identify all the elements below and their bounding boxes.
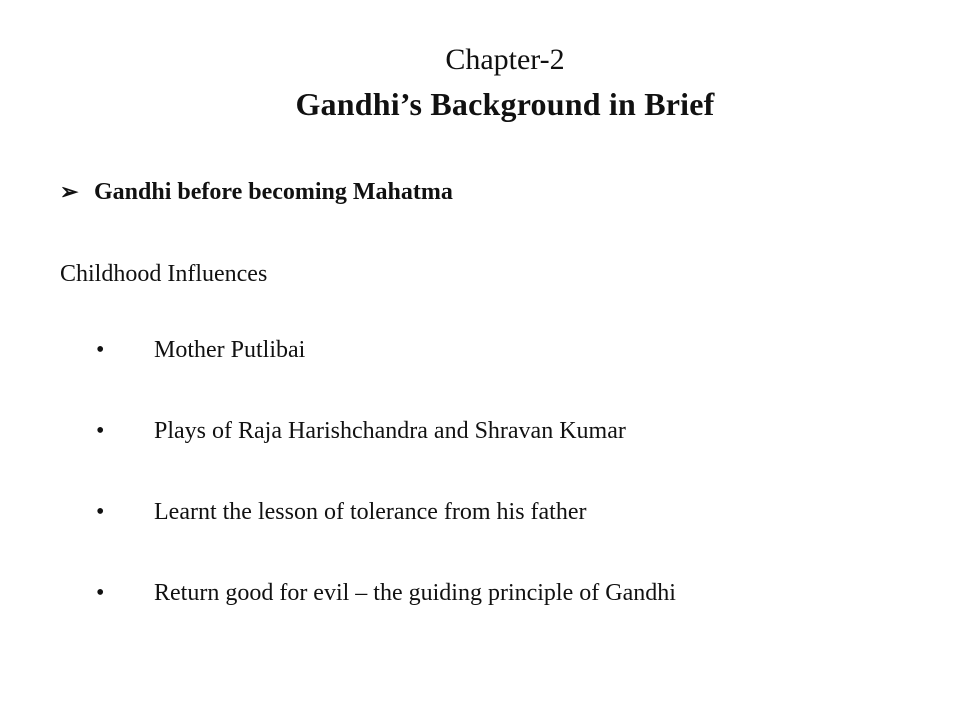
list-item [96,411,676,451]
list-item-text: Return good for evil – the guiding principle of Gandhi [154,580,676,606]
bullet-dot-icon: • [96,499,105,525]
bullet-list [96,330,676,654]
subheading: Childhood Influences [60,261,268,287]
list-item-text: Plays of Raja Harishchandra and Shravan Kumar [154,418,626,444]
list-item-text: Mother Putlibai [154,337,306,363]
bullet-dot-icon: • [96,580,105,606]
section-heading-label: Gandhi before becoming Mahatma [94,179,453,205]
list-item [96,573,676,613]
bullet-dot-icon: • [96,337,105,363]
list-item [96,492,676,532]
chapter-label: Chapter-2 [445,43,565,76]
arrow-bullet-icon: ➢ [60,179,79,204]
bullet-dot-icon: • [96,418,105,444]
list-item-text: Learnt the lesson of tolerance from his father [154,499,587,525]
section-heading [60,174,453,210]
slide-title: Gandhi’s Background in Brief [295,86,715,122]
list-item [96,330,676,370]
